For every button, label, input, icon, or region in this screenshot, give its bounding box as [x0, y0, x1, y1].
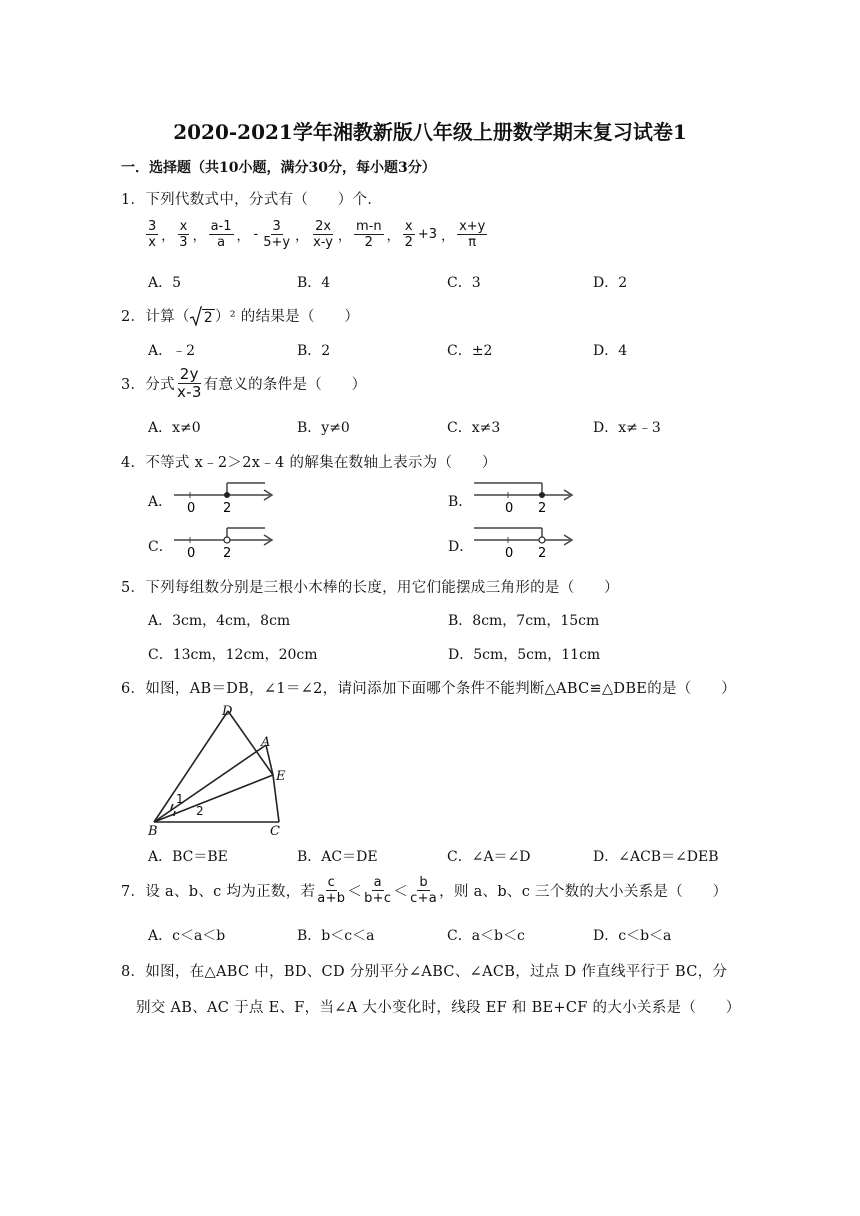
q7-option-c[interactable]: C．a＜b＜c: [447, 928, 525, 944]
fraction: $\frac{x}{3}$: [179, 219, 188, 250]
question-4-stem: 4．不等式 x﹣2＞2x﹣4 的解集在数轴上表示为（ ）: [121, 455, 497, 471]
q5-option-a[interactable]: A．3cm，4cm，8cm: [148, 613, 291, 629]
tick-2: 2: [223, 546, 232, 559]
angle-1-label: 1: [176, 792, 184, 806]
q3-option-a[interactable]: A．x≠0: [148, 420, 201, 436]
q1-option-c[interactable]: C．3: [447, 275, 481, 291]
triangle-figure: [143, 700, 293, 836]
q2-option-d[interactable]: D．4: [593, 343, 628, 359]
point-c: C: [270, 824, 280, 836]
tick-0: 0: [187, 546, 196, 559]
fraction: $\frac{a-1}{a}$: [210, 219, 232, 250]
q4-option-c[interactable]: C．: [148, 539, 173, 555]
question-5-stem: 5．下列每组数分别是三根小木棒的长度，用它们能摆成三角形的是（ ）: [121, 580, 619, 596]
number-line-a: [170, 478, 280, 514]
tick-0: 0: [505, 501, 514, 514]
q5-option-c[interactable]: C．13cm，12cm，20cm: [148, 647, 318, 663]
number-line-b: [470, 478, 580, 514]
fraction: $\frac{3}{5+y}$: [263, 219, 291, 250]
q3-option-d[interactable]: D．x≠﹣3: [593, 420, 661, 436]
fraction: $\frac{m-n}{2}$: [356, 219, 382, 250]
fraction: $\frac{3}{x}$: [148, 219, 157, 250]
q2-option-c[interactable]: C．±2: [447, 343, 493, 359]
q4-option-b[interactable]: B．: [448, 494, 473, 510]
question-8-line-2: 别交 AB、AC 于点 E、F，当∠A 大小变化时，线段 EF 和 BE+CF 的大小关系是（ ）: [136, 1000, 741, 1016]
question-7-stem: 7．设 a、b、c 均为正数，若 $\frac{c}{a+b}$ ＜ $\frac{a}{b+c}$ ＜ $\frac{b}{c+a}$ ，则 a、b、c 三个数的大小关系是（ ）: [121, 875, 728, 906]
question-6-stem: 6．如图，AB＝DB，∠1＝∠2，请问添加下面哪个条件不能判断△ABC≌△DBE的是（ ）: [121, 681, 736, 697]
tick-0: 0: [505, 546, 514, 559]
question-3-stem: 3．分式 $\frac{2y}{x-3}$ 有意义的条件是（ ）: [121, 365, 367, 401]
number-line-c: [170, 523, 280, 559]
fraction: $\frac{c}{a+b}$: [317, 875, 346, 906]
page-title: 2020-2021学年湘教新版八年级上册数学期末复习试卷1: [173, 120, 687, 144]
question-8-line-1: 8．如图，在△ABC 中，BD、CD 分别平分∠ABC、∠ACB，过点 D 作直线平行于 BC，分: [121, 964, 728, 980]
question-1-expressions: $\frac{3}{x}$ ， $\frac{x}{3}$ ， $\frac{a-1}{a}$ ， - $\frac{3}{5+y}$ ， $\frac{2x}{x-y}$ ， $\frac{m-n}{2}$ ， $\frac{x}{2}$ +3 ， $\frac{x+y}{\pi}$: [148, 219, 486, 250]
fraction: $\frac{2y}{x-3}$: [176, 365, 202, 401]
fraction: $\frac{2x}{x-y}$: [313, 219, 333, 250]
q2-option-a[interactable]: A．﹣2: [148, 343, 196, 359]
fraction: $\frac{x+y}{\pi}$: [459, 219, 486, 250]
q5-option-d[interactable]: D．5cm，5cm，11cm: [448, 647, 601, 663]
point-e: E: [276, 769, 286, 784]
q5-option-b[interactable]: B．8cm，7cm，15cm: [448, 613, 600, 629]
q2-option-b[interactable]: B．2: [297, 343, 331, 359]
number-line-d: [470, 523, 580, 559]
q4-option-a[interactable]: A．: [148, 494, 173, 510]
q6-option-d[interactable]: D．∠ACB＝∠DEB: [593, 849, 719, 865]
point-a: A: [261, 735, 271, 750]
tick-0: 0: [187, 501, 196, 514]
q1-option-d[interactable]: D．2: [593, 275, 628, 291]
sqrt-symbol: 2: [190, 306, 215, 326]
q6-option-c[interactable]: C．∠A＝∠D: [447, 849, 531, 865]
q3-option-c[interactable]: C．x≠3: [447, 420, 501, 436]
fraction: $\frac{a}{b+c}$: [364, 875, 392, 906]
fraction: $\frac{b}{c+a}$: [410, 875, 438, 906]
question-2-stem: 2．计算（ 2 ）² 的结果是（ ）: [121, 305, 359, 326]
q7-option-a[interactable]: A．c＜a＜b: [148, 928, 226, 944]
q6-option-a[interactable]: A．BC＝BE: [148, 849, 228, 865]
tick-2: 2: [538, 546, 547, 559]
q3-option-b[interactable]: B．y≠0: [297, 420, 350, 436]
q7-option-b[interactable]: B．b＜c＜a: [297, 928, 375, 944]
question-1-stem: 1．下列代数式中，分式有（ ）个．: [121, 192, 383, 208]
point-b: B: [148, 824, 158, 836]
section-heading: 一．选择题（共10小题，满分30分，每小题3分）: [121, 160, 436, 176]
fraction: $\frac{x}{2}$: [404, 219, 413, 250]
q4-option-d[interactable]: D．: [448, 539, 474, 555]
q7-option-d[interactable]: D．c＜b＜a: [593, 928, 672, 944]
q6-option-b[interactable]: B．AC＝DE: [297, 849, 378, 865]
tick-2: 2: [223, 501, 232, 514]
angle-2-label: 2: [196, 804, 204, 818]
q1-option-a[interactable]: A．5: [148, 275, 182, 291]
point-d: D: [222, 704, 233, 719]
q1-option-b[interactable]: B．4: [297, 275, 331, 291]
tick-2: 2: [538, 501, 547, 514]
